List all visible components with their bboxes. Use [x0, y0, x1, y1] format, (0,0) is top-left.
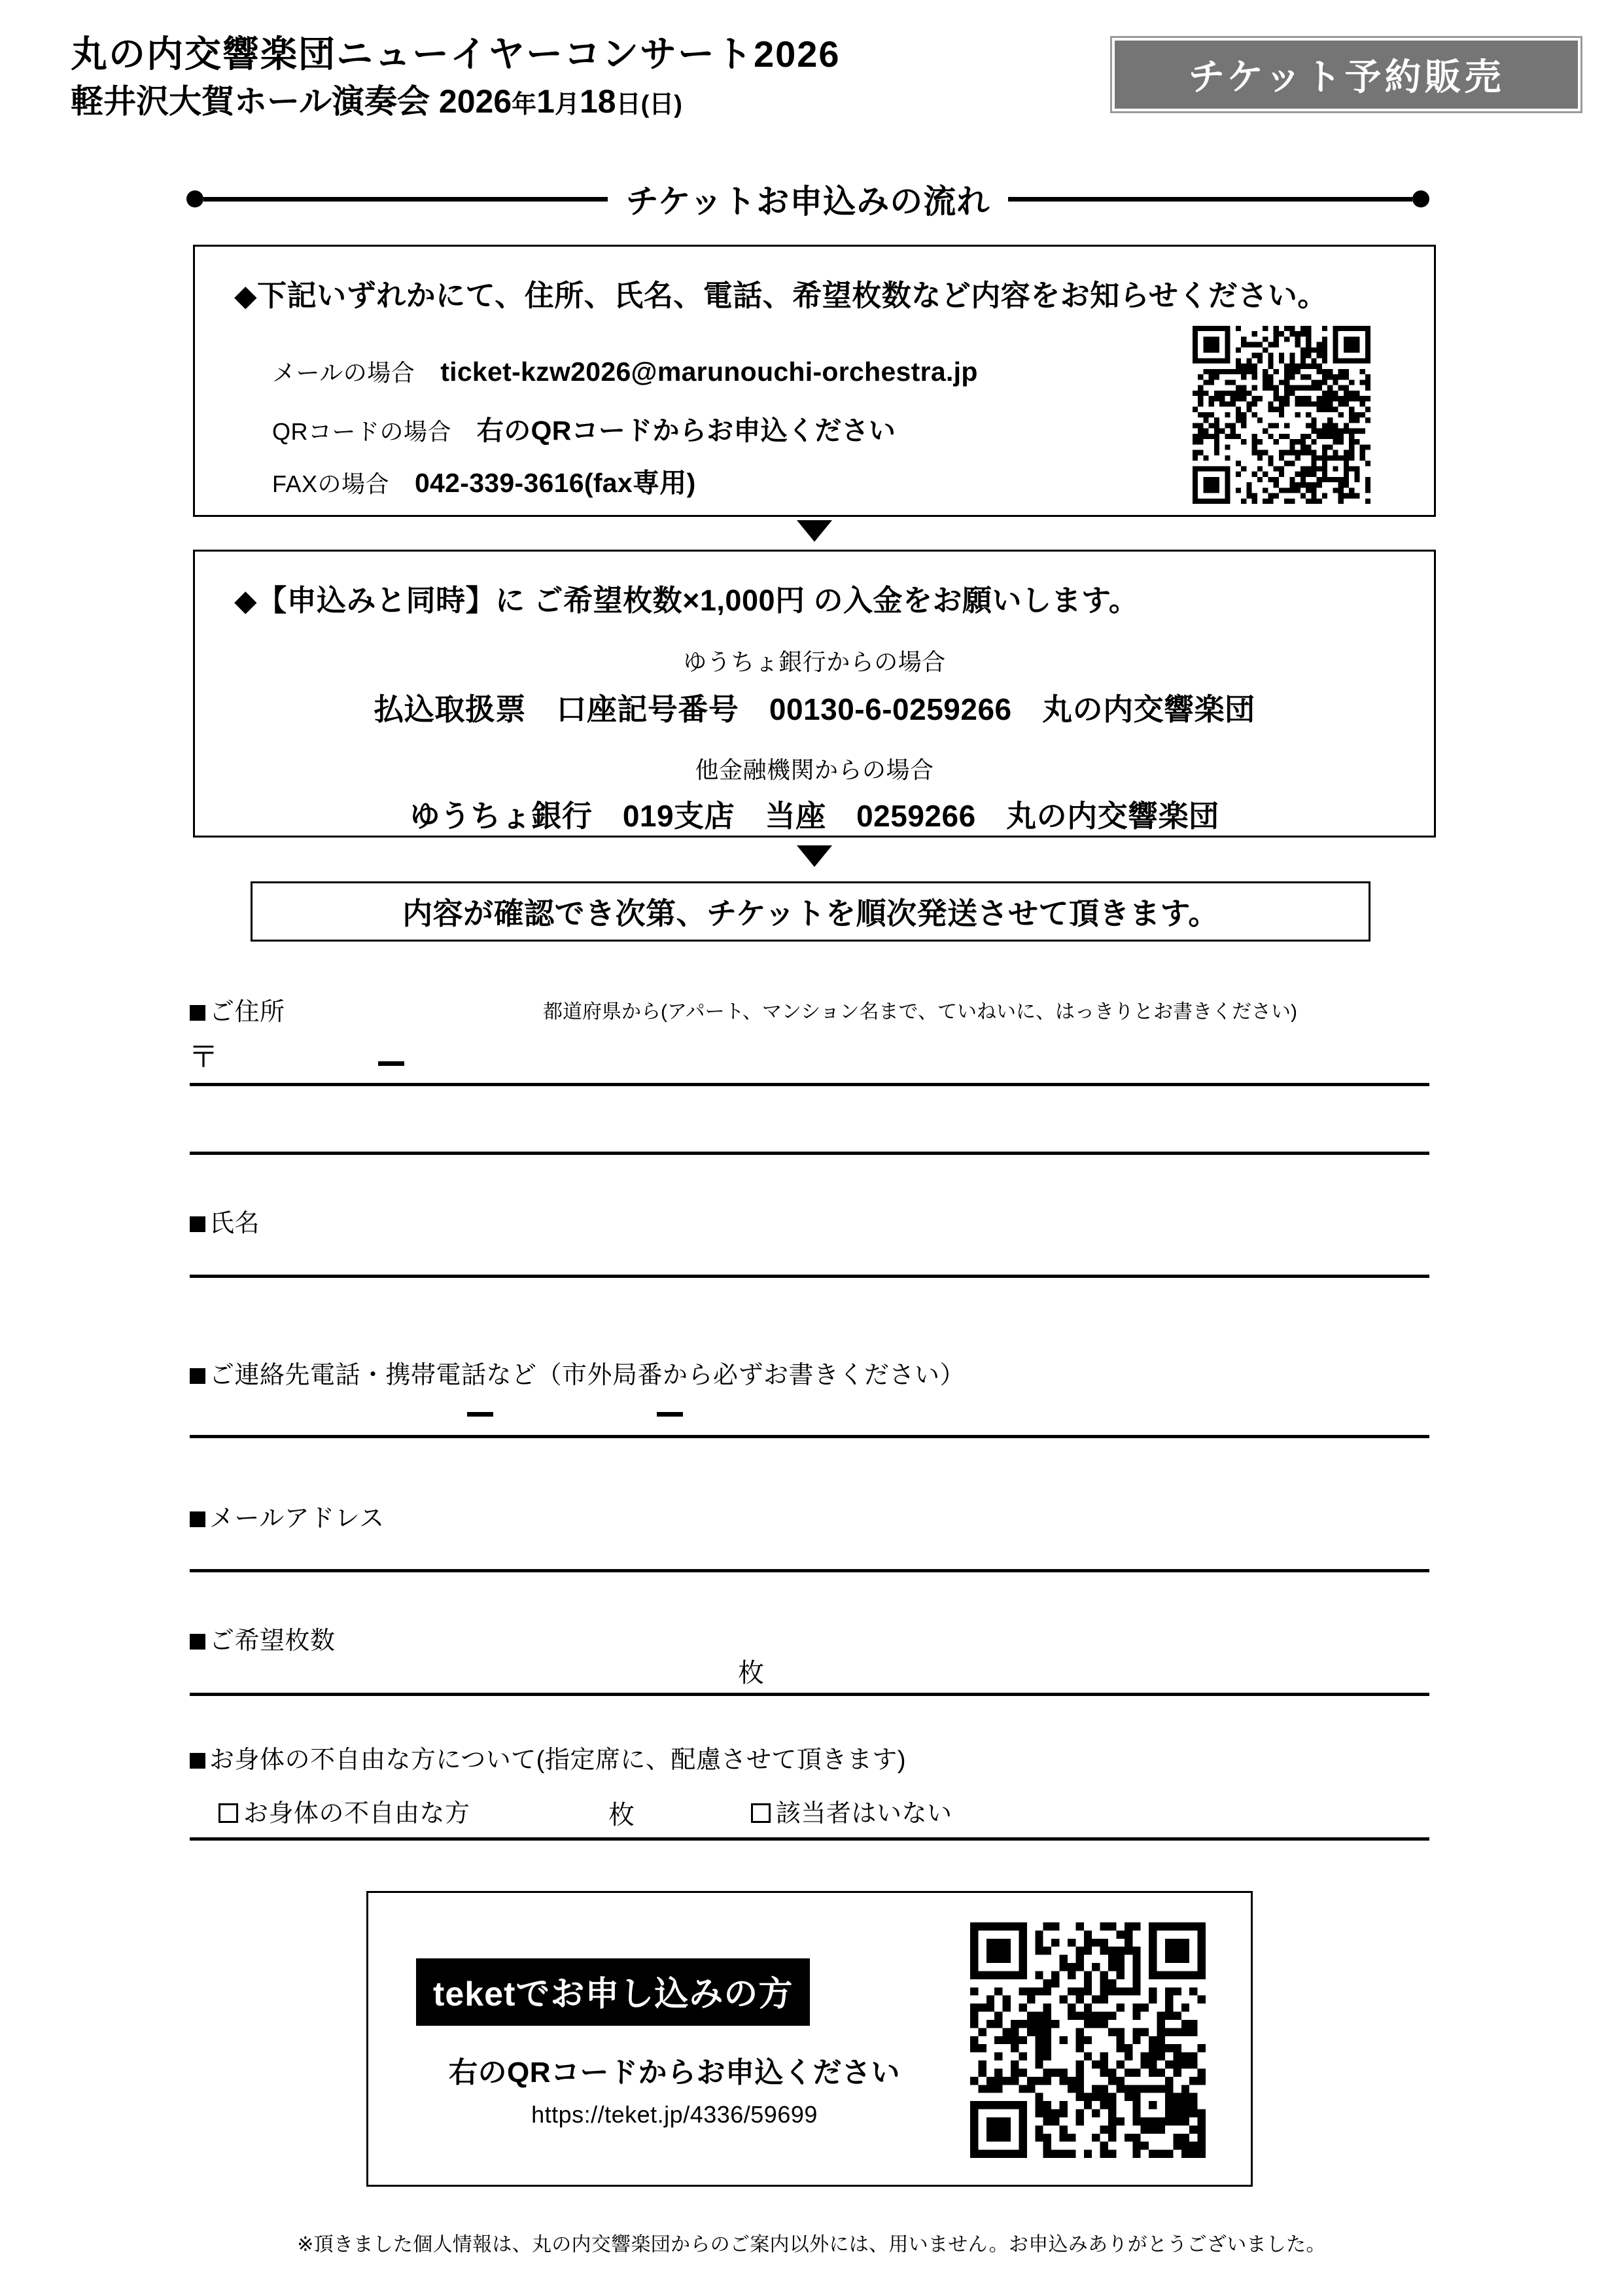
address-field-label: ご住所: [190, 991, 285, 1027]
page-title: [71, 34, 1091, 121]
address-input-line-1[interactable]: [190, 1083, 1429, 1086]
bank-account-yucho: 払込取扱票 口座記号番号 00130-6-0259266 丸の内交響楽団: [374, 692, 1255, 726]
concert-title: 丸の内交響楽団ニューイヤーコンサート2026: [71, 33, 841, 75]
divider-rule-right: [1008, 197, 1412, 202]
step2-headline: ◆【申込みと同時】に ご希望枚数×1,000円 の入金をお願いします。: [234, 584, 1139, 617]
divider-rule-left: [203, 197, 608, 202]
flow-section-heading: [186, 171, 1429, 226]
contact-row-email: [272, 355, 978, 388]
contact-row-fax: [272, 461, 696, 500]
email-input-line[interactable]: [190, 1569, 1429, 1572]
accessibility-input-line[interactable]: [190, 1837, 1429, 1841]
phone-field-label: ご連絡先電話・携帯電話など（市外局番から必ずお書きください）: [190, 1354, 965, 1390]
teket-subtitle: 右のQRコードからお申込ください: [449, 2057, 900, 2089]
quantity-input-line[interactable]: [190, 1693, 1429, 1696]
fax-number-value: 042-339-3616: [414, 468, 584, 498]
address-field-hint: 都道府県から(アパート、マンション名まで、ていねいに、はっきりとお書きください): [543, 1001, 1297, 1023]
teket-qr-code: [970, 1922, 1206, 2158]
flow-heading-label: チケットお申込みの流れ: [625, 183, 990, 220]
name-field-label: 氏名: [190, 1203, 260, 1239]
privacy-footer-note: ※頂きました個人情報は、丸の内交響楽団からのご案内以外には、用いません。お申込みありがとうございました。: [297, 2234, 1326, 2255]
venue-and-date: [71, 82, 1091, 121]
checkbox-icon[interactable]: [751, 1803, 771, 1823]
contact-row-qr: [272, 409, 896, 448]
accessibility-field-label: お身体の不自由な方について(指定席に、配慮させて頂きます): [190, 1739, 906, 1775]
qr-instruction-value: 右のQRコードからお申込ください: [476, 415, 896, 446]
bullet-dot-right-icon: [1412, 190, 1429, 207]
bank-account-other: ゆうちょ銀行 019支店 当座 0259266 丸の内交響楽団: [410, 799, 1219, 833]
month-unit: 月: [554, 90, 580, 118]
bank-note-yucho: ゆうちょ銀行からの場合: [683, 648, 946, 675]
flow-step-2-box: [193, 550, 1436, 838]
accessibility-checkbox-disabled[interactable]: お身体の不自由な方: [218, 1793, 470, 1829]
accessibility-quantity-unit: 枚: [608, 1801, 635, 1829]
flow-arrow-down-2-icon: [797, 845, 832, 867]
flow-arrow-down-1-icon: [797, 520, 832, 542]
phone-input-line[interactable]: [190, 1435, 1429, 1438]
teket-application-box: [366, 1891, 1253, 2187]
teket-url-link[interactable]: https://teket.jp/4336/59699: [531, 2101, 818, 2128]
square-bullet-icon: [190, 1634, 205, 1650]
address-input-line-2[interactable]: [190, 1152, 1429, 1155]
phone-dash-2-icon: [657, 1412, 683, 1417]
checkbox-icon[interactable]: [218, 1803, 238, 1823]
step1-headline: ◆下記いずれかにて、住所、氏名、電話、希望枚数など内容をお知らせください。: [234, 279, 1327, 312]
square-bullet-icon: [190, 1511, 205, 1527]
quantity-field-label: ご希望枚数: [190, 1620, 336, 1656]
postal-code-mark-icon: 〒: [188, 1040, 218, 1074]
square-bullet-icon: [190, 1368, 205, 1384]
square-bullet-icon: [190, 1753, 205, 1769]
teket-banner-label: teketでお申し込みの方: [416, 1958, 810, 2026]
email-address-value: ticket-kzw2026@marunouchi-orchestra.jp: [440, 357, 978, 387]
accessibility-checkbox-none[interactable]: 該当者はいない: [751, 1793, 952, 1829]
application-qr-code: [1193, 326, 1370, 504]
day-unit: 日: [616, 90, 641, 118]
weekday: (日): [640, 90, 682, 118]
venue-label: 軽井沢大賀ホール演奏会 2026: [71, 82, 512, 120]
fax-number-suffix: (fax専用): [584, 468, 696, 498]
day-value: 18: [579, 82, 616, 120]
month-value: 1: [536, 82, 555, 120]
square-bullet-icon: [190, 1005, 205, 1021]
contact-label-email: メールの場合: [272, 359, 415, 386]
contact-label-fax: FAXの場合: [272, 470, 390, 497]
year-unit: 年: [512, 90, 537, 118]
status-badge-label: チケット予約販売: [1188, 56, 1505, 97]
status-badge: [1112, 38, 1580, 111]
contact-label-qr: QRコードの場合: [272, 418, 452, 445]
phone-dash-1-icon: [467, 1412, 493, 1417]
postal-code-dash-icon: [378, 1061, 404, 1066]
step3-text: 内容が確認でき次第、チケットを順次発送させて頂きます。: [402, 896, 1219, 930]
square-bullet-icon: [190, 1216, 205, 1232]
name-input-line[interactable]: [190, 1275, 1429, 1278]
bank-note-other: 他金融機関からの場合: [695, 756, 934, 783]
quantity-unit-label: 枚: [738, 1659, 764, 1687]
flow-step-1-box: [193, 245, 1436, 517]
flow-step-3-box: [251, 881, 1370, 942]
email-field-label: メールアドレス: [190, 1498, 385, 1534]
bullet-dot-left-icon: [186, 190, 203, 207]
